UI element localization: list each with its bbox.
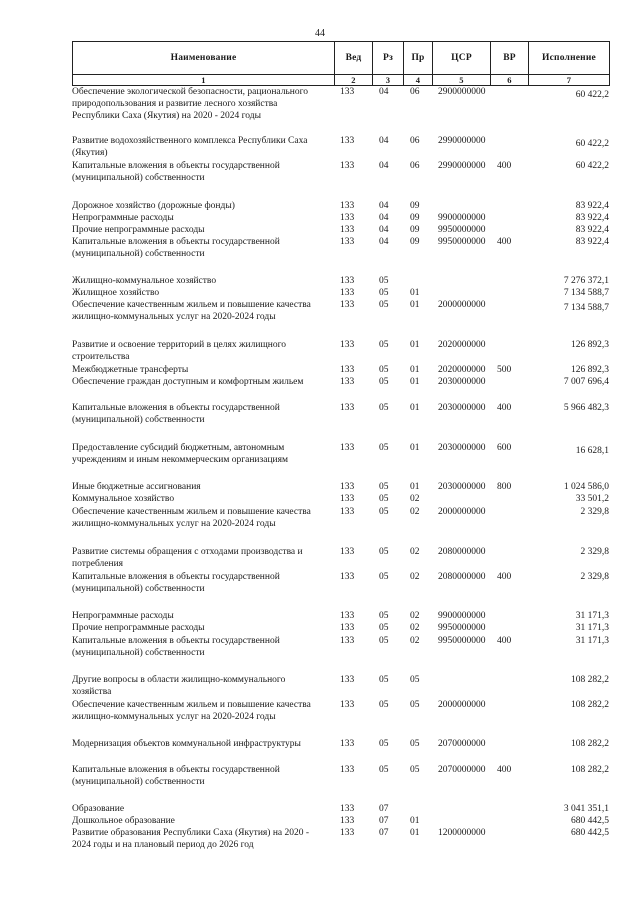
cell-ved: 133 bbox=[340, 828, 355, 838]
cell-pr: 01 bbox=[410, 816, 420, 826]
col-header-csr: ЦСР bbox=[433, 42, 491, 75]
cell-isp: 680 442,5 bbox=[571, 816, 609, 826]
cell-pr: 01 bbox=[410, 403, 420, 413]
cell-isp: 83 922,4 bbox=[575, 213, 609, 223]
cell-ved: 133 bbox=[340, 494, 355, 504]
cell-csr: 2000000000 bbox=[438, 700, 486, 710]
cell-isp: 60 422,2 bbox=[575, 139, 609, 149]
cell-ved: 133 bbox=[340, 213, 355, 223]
cell-isp: 7 276 372,1 bbox=[563, 276, 609, 286]
cell-pr: 05 bbox=[410, 675, 420, 685]
cell-name: Обеспечение качественным жильем и повышение качества жилищно-коммунальных услуг на 2020-2024 годы bbox=[72, 700, 311, 722]
cell-rz: 05 bbox=[379, 572, 389, 582]
cell-isp: 5 966 482,3 bbox=[563, 403, 609, 413]
cell-pr: 02 bbox=[410, 623, 420, 633]
cell-isp: 680 442,5 bbox=[571, 828, 609, 838]
cell-ved: 133 bbox=[340, 739, 355, 749]
cell-name: Капитальные вложения в объекты государственной (муниципальной) собственности bbox=[72, 636, 280, 658]
col-header-pr: Пр bbox=[404, 42, 433, 75]
cell-isp: 126 892,3 bbox=[571, 340, 609, 350]
cell-rz: 05 bbox=[379, 443, 389, 453]
cell-vr: 400 bbox=[497, 403, 512, 413]
cell-pr: 05 bbox=[410, 739, 420, 749]
cell-pr: 02 bbox=[410, 494, 420, 504]
cell-rz: 07 bbox=[379, 828, 389, 838]
col-header-ved: Вед bbox=[335, 42, 373, 75]
cell-csr: 2020000000 bbox=[438, 365, 486, 375]
col-num-2: 2 bbox=[335, 75, 373, 86]
cell-ved: 133 bbox=[340, 225, 355, 235]
cell-pr: 06 bbox=[410, 87, 420, 97]
cell-rz: 05 bbox=[379, 765, 389, 775]
cell-isp: 83 922,4 bbox=[575, 237, 609, 247]
col-num-1: 1 bbox=[73, 75, 335, 86]
cell-name: Прочие непрограммные расходы bbox=[72, 623, 205, 633]
cell-ved: 133 bbox=[340, 288, 355, 298]
cell-csr: 2030000000 bbox=[438, 377, 486, 387]
cell-rz: 05 bbox=[379, 547, 389, 557]
cell-isp: 31 171,3 bbox=[575, 623, 609, 633]
cell-name: Непрограммные расходы bbox=[72, 213, 174, 223]
cell-rz: 05 bbox=[379, 700, 389, 710]
cell-pr: 02 bbox=[410, 611, 420, 621]
cell-vr: 400 bbox=[497, 237, 512, 247]
cell-rz: 05 bbox=[379, 494, 389, 504]
cell-rz: 05 bbox=[379, 340, 389, 350]
cell-csr: 2000000000 bbox=[438, 300, 486, 310]
cell-csr: 2070000000 bbox=[438, 739, 486, 749]
cell-name: Предоставление субсидий бюджетным, автономным учреждениям и иным некоммерческим организациям bbox=[72, 443, 289, 465]
cell-isp: 126 892,3 bbox=[571, 365, 609, 375]
cell-isp: 16 628,1 bbox=[575, 446, 609, 456]
cell-pr: 02 bbox=[410, 636, 420, 646]
cell-vr: 400 bbox=[497, 765, 512, 775]
cell-csr: 9900000000 bbox=[438, 611, 486, 621]
cell-rz: 04 bbox=[379, 161, 389, 171]
cell-ved: 133 bbox=[340, 377, 355, 387]
cell-csr: 9950000000 bbox=[438, 636, 486, 646]
cell-pr: 02 bbox=[410, 507, 420, 517]
cell-rz: 05 bbox=[379, 288, 389, 298]
cell-pr: 05 bbox=[410, 700, 420, 710]
cell-name: Жилищно-коммунальное хозяйство bbox=[72, 276, 217, 286]
col-num-7: 7 bbox=[529, 75, 610, 86]
cell-isp: 3 041 351,1 bbox=[563, 804, 609, 814]
col-header-rz: Рз bbox=[373, 42, 404, 75]
cell-rz: 07 bbox=[379, 816, 389, 826]
cell-name: Обеспечение качественным жильем и повышение качества жилищно-коммунальных услуг на 2020-2024 годы bbox=[72, 507, 311, 529]
cell-rz: 04 bbox=[379, 213, 389, 223]
cell-csr: 2990000000 bbox=[438, 136, 486, 146]
col-header-vr: ВР bbox=[491, 42, 529, 75]
col-header-isp: Исполнение bbox=[529, 42, 610, 75]
cell-isp: 31 171,3 bbox=[575, 611, 609, 621]
cell-name: Капитальные вложения в объекты государственной (муниципальной) собственности bbox=[72, 403, 280, 425]
cell-pr: 01 bbox=[410, 377, 420, 387]
cell-rz: 05 bbox=[379, 739, 389, 749]
cell-name: Капитальные вложения в объекты государственной (муниципальной) собственности bbox=[72, 572, 280, 594]
cell-csr: 2020000000 bbox=[438, 340, 486, 350]
col-num-3: 3 bbox=[373, 75, 404, 86]
cell-ved: 133 bbox=[340, 804, 355, 814]
cell-name: Обеспечение граждан доступным и комфортным жильем bbox=[72, 377, 304, 387]
cell-rz: 05 bbox=[379, 482, 389, 492]
cell-name: Капитальные вложения в объекты государственной (муниципальной) собственности bbox=[72, 765, 280, 787]
cell-rz: 05 bbox=[379, 377, 389, 387]
cell-isp: 83 922,4 bbox=[575, 201, 609, 211]
cell-pr: 01 bbox=[410, 828, 420, 838]
page-number: 44 bbox=[315, 28, 325, 39]
cell-isp: 2 329,8 bbox=[580, 572, 609, 582]
col-header-name: Наименование bbox=[73, 42, 335, 75]
cell-csr: 9950000000 bbox=[438, 237, 486, 247]
cell-vr: 400 bbox=[497, 636, 512, 646]
cell-isp: 83 922,4 bbox=[575, 225, 609, 235]
cell-pr: 09 bbox=[410, 225, 420, 235]
cell-csr: 9950000000 bbox=[438, 623, 486, 633]
cell-name: Развитие водохозяйственного комплекса Республики Саха (Якутия) bbox=[72, 136, 308, 158]
cell-pr: 09 bbox=[410, 237, 420, 247]
cell-ved: 133 bbox=[340, 300, 355, 310]
cell-name: Развитие системы обращения с отходами производства и потребления bbox=[72, 547, 303, 569]
cell-ved: 133 bbox=[340, 482, 355, 492]
cell-ved: 133 bbox=[340, 237, 355, 247]
cell-rz: 05 bbox=[379, 675, 389, 685]
cell-pr: 02 bbox=[410, 572, 420, 582]
cell-rz: 04 bbox=[379, 201, 389, 211]
table-header bbox=[72, 41, 610, 86]
cell-name: Жилищное хозяйство bbox=[72, 288, 160, 298]
cell-name: Модернизация объектов коммунальной инфраструктуры bbox=[72, 739, 301, 749]
cell-csr: 2030000000 bbox=[438, 443, 486, 453]
cell-name: Обеспечение качественным жильем и повышение качества жилищно-коммунальных услуг на 2020-2024 годы bbox=[72, 300, 311, 322]
cell-rz: 05 bbox=[379, 507, 389, 517]
cell-rz: 05 bbox=[379, 300, 389, 310]
cell-rz: 07 bbox=[379, 804, 389, 814]
cell-name: Межбюджетные трансферты bbox=[72, 365, 189, 375]
cell-ved: 133 bbox=[340, 623, 355, 633]
cell-csr: 9950000000 bbox=[438, 225, 486, 235]
cell-isp: 31 171,3 bbox=[575, 636, 609, 646]
cell-ved: 133 bbox=[340, 816, 355, 826]
cell-vr: 400 bbox=[497, 161, 512, 171]
cell-ved: 133 bbox=[340, 161, 355, 171]
cell-csr: 1200000000 bbox=[438, 828, 486, 838]
cell-rz: 05 bbox=[379, 623, 389, 633]
cell-name: Другие вопросы в области жилищно-коммунального хозяйства bbox=[72, 675, 286, 697]
cell-ved: 133 bbox=[340, 87, 355, 97]
cell-name: Капитальные вложения в объекты государственной (муниципальной) собственности bbox=[72, 237, 280, 259]
cell-name: Иные бюджетные ассигнования bbox=[72, 482, 201, 492]
cell-csr: 2000000000 bbox=[438, 507, 486, 517]
cell-rz: 05 bbox=[379, 276, 389, 286]
cell-pr: 05 bbox=[410, 765, 420, 775]
cell-rz: 05 bbox=[379, 403, 389, 413]
cell-pr: 09 bbox=[410, 213, 420, 223]
cell-rz: 04 bbox=[379, 237, 389, 247]
cell-name: Дорожное хозяйство (дорожные фонды) bbox=[72, 201, 235, 211]
cell-rz: 05 bbox=[379, 611, 389, 621]
cell-vr: 800 bbox=[497, 482, 512, 492]
col-num-4: 4 bbox=[404, 75, 433, 86]
cell-ved: 133 bbox=[340, 403, 355, 413]
cell-isp: 108 282,2 bbox=[571, 765, 609, 775]
cell-name: Коммунальное хозяйство bbox=[72, 494, 175, 504]
cell-isp: 108 282,2 bbox=[571, 675, 609, 685]
cell-vr: 400 bbox=[497, 572, 512, 582]
cell-name: Капитальные вложения в объекты государственной (муниципальной) собственности bbox=[72, 161, 280, 183]
cell-ved: 133 bbox=[340, 611, 355, 621]
cell-isp: 7 134 588,7 bbox=[563, 303, 609, 313]
cell-rz: 04 bbox=[379, 225, 389, 235]
cell-ved: 133 bbox=[340, 201, 355, 211]
cell-pr: 06 bbox=[410, 136, 420, 146]
cell-ved: 133 bbox=[340, 636, 355, 646]
cell-pr: 01 bbox=[410, 288, 420, 298]
cell-rz: 04 bbox=[379, 136, 389, 146]
cell-ved: 133 bbox=[340, 340, 355, 350]
cell-pr: 01 bbox=[410, 482, 420, 492]
cell-ved: 133 bbox=[340, 700, 355, 710]
cell-pr: 01 bbox=[410, 365, 420, 375]
col-num-6: 6 bbox=[491, 75, 529, 86]
cell-csr: 2900000000 bbox=[438, 87, 486, 97]
cell-rz: 05 bbox=[379, 365, 389, 375]
cell-ved: 133 bbox=[340, 443, 355, 453]
cell-rz: 04 bbox=[379, 87, 389, 97]
cell-pr: 02 bbox=[410, 547, 420, 557]
cell-rz: 05 bbox=[379, 636, 389, 646]
cell-csr: 2990000000 bbox=[438, 161, 486, 171]
col-num-5: 5 bbox=[433, 75, 491, 86]
cell-name: Дошкольное образование bbox=[72, 816, 175, 826]
cell-csr: 9900000000 bbox=[438, 213, 486, 223]
cell-ved: 133 bbox=[340, 765, 355, 775]
cell-vr: 500 bbox=[497, 365, 512, 375]
cell-csr: 2070000000 bbox=[438, 765, 486, 775]
cell-ved: 133 bbox=[340, 547, 355, 557]
cell-isp: 108 282,2 bbox=[571, 739, 609, 749]
cell-pr: 01 bbox=[410, 300, 420, 310]
cell-ved: 133 bbox=[340, 276, 355, 286]
cell-isp: 60 422,2 bbox=[575, 90, 609, 100]
cell-isp: 7 134 588,7 bbox=[563, 288, 609, 298]
cell-name: Обеспечение экологической безопасности, рационального природопользования и развитие лесного хозяйства Республики Саха (Якутия) на 2020 - 2024 годы bbox=[72, 87, 309, 121]
cell-csr: 2080000000 bbox=[438, 547, 486, 557]
cell-pr: 09 bbox=[410, 201, 420, 211]
cell-name: Развитие образования Республики Саха (Якутия) на 2020 - 2024 годы и на плановый период до 2026 год bbox=[72, 828, 310, 850]
cell-isp: 7 007 696,4 bbox=[563, 377, 609, 387]
cell-isp: 108 282,2 bbox=[571, 700, 609, 710]
cell-isp: 60 422,2 bbox=[575, 161, 609, 171]
cell-pr: 06 bbox=[410, 161, 420, 171]
cell-name: Прочие непрограммные расходы bbox=[72, 225, 205, 235]
cell-isp: 2 329,8 bbox=[580, 547, 609, 557]
cell-ved: 133 bbox=[340, 136, 355, 146]
budget-table bbox=[72, 41, 609, 850]
cell-name: Образование bbox=[72, 804, 125, 814]
cell-pr: 01 bbox=[410, 443, 420, 453]
cell-ved: 133 bbox=[340, 675, 355, 685]
cell-isp: 33 501,2 bbox=[575, 494, 609, 504]
cell-csr: 2080000000 bbox=[438, 572, 486, 582]
cell-ved: 133 bbox=[340, 507, 355, 517]
cell-vr: 600 bbox=[497, 443, 512, 453]
cell-ved: 133 bbox=[340, 365, 355, 375]
cell-csr: 2030000000 bbox=[438, 482, 486, 492]
cell-name: Непрограммные расходы bbox=[72, 611, 174, 621]
cell-isp: 1 024 586,0 bbox=[563, 482, 609, 492]
cell-ved: 133 bbox=[340, 572, 355, 582]
cell-isp: 2 329,8 bbox=[580, 507, 609, 517]
cell-name: Развитие и освоение территорий в целях жилищного строительства bbox=[72, 340, 287, 362]
cell-csr: 2030000000 bbox=[438, 403, 486, 413]
cell-pr: 01 bbox=[410, 340, 420, 350]
